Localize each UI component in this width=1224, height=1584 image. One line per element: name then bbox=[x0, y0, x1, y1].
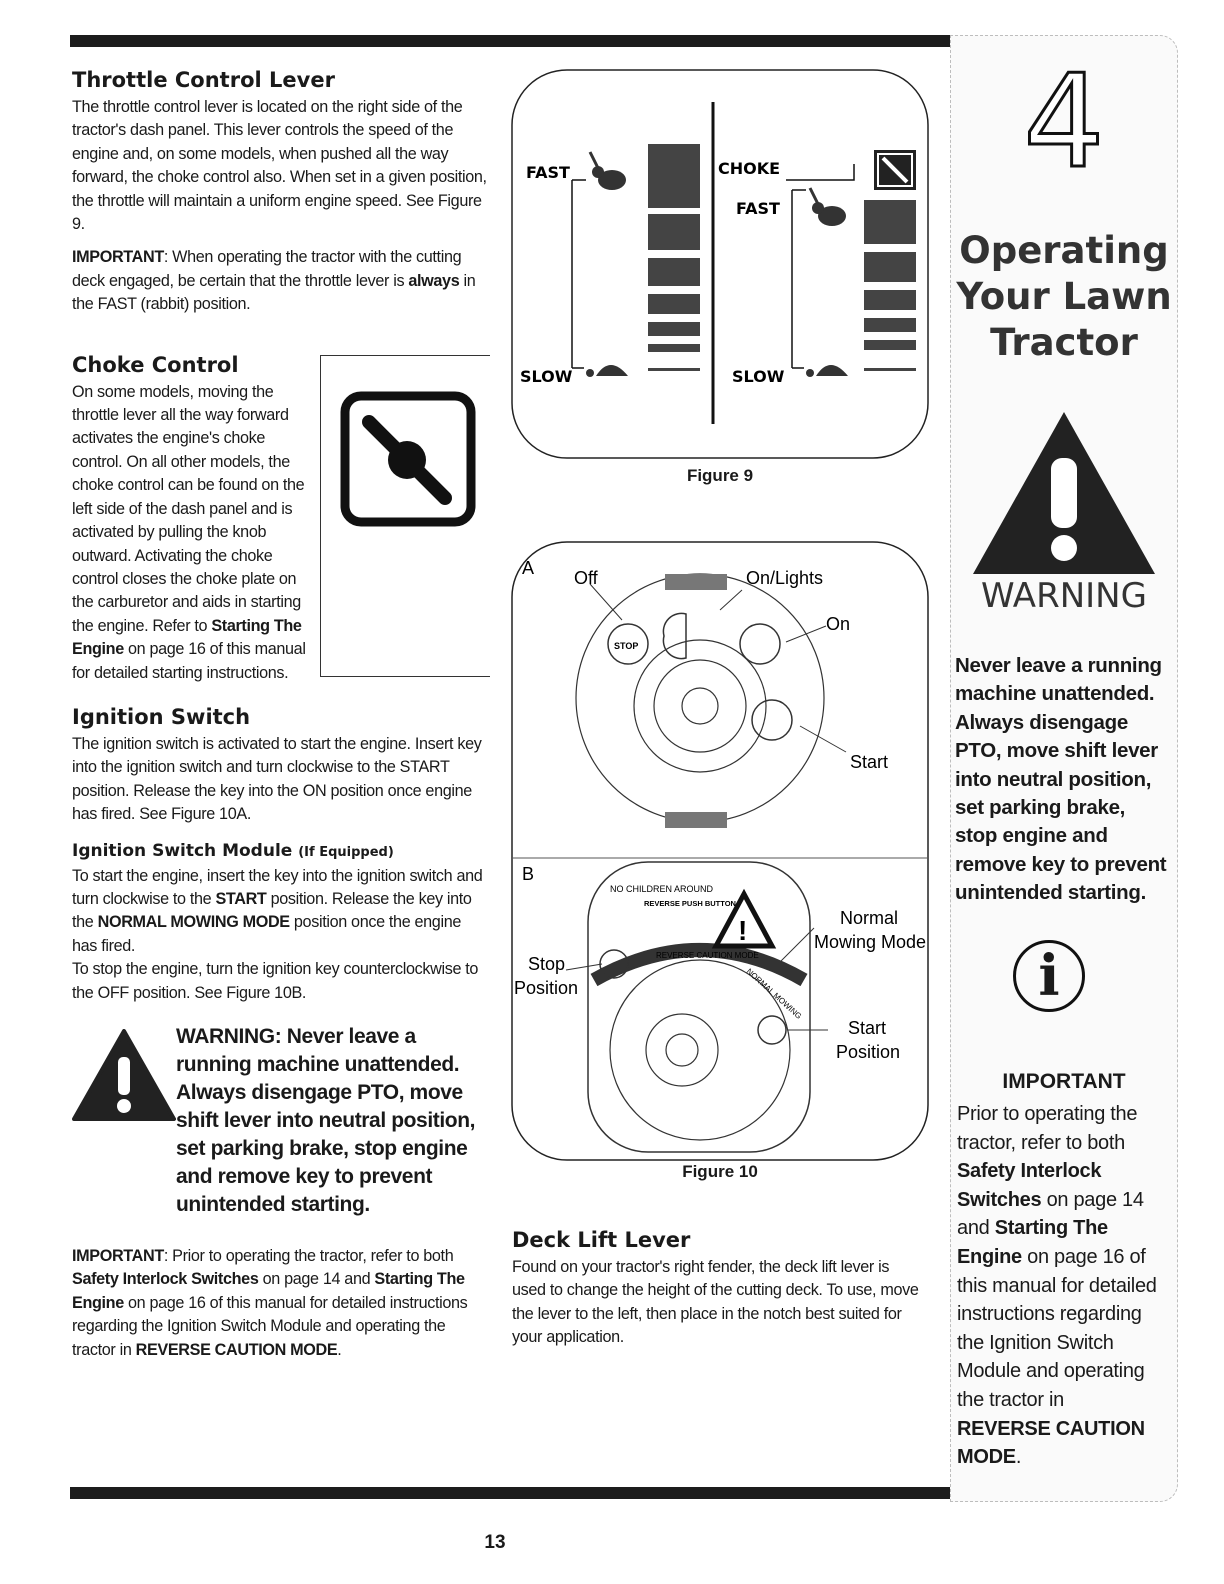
fig9-fast-label-2: FAST bbox=[736, 199, 780, 218]
turtle-icon-2 bbox=[806, 365, 848, 377]
sidebar-warning-text: Never leave a running machine unattended. Always disengage PTO, move shift lever into neutral position, set parking brake, stop engine and remove key to prevent unintended starting. bbox=[955, 654, 1167, 905]
choke-symbol-icon bbox=[333, 384, 483, 544]
ignition-heading: Ignition Switch bbox=[72, 704, 251, 729]
figure-10 bbox=[510, 540, 930, 1162]
fig10-normal-1: Normal bbox=[840, 908, 899, 928]
fig10-start-1: Start bbox=[848, 1018, 887, 1038]
left-column bbox=[72, 68, 490, 1362]
ignition-body: The ignition switch is activated to start the engine. Insert key into the ignition switch and turn clockwise to the START position. Release the key into the ON position once engine has fired. See Figure 10A. bbox=[72, 734, 482, 824]
chapter-number: 4 bbox=[1023, 48, 1105, 197]
fig10-on: On bbox=[826, 614, 851, 634]
fig9-slow-label-2: SLOW bbox=[732, 367, 785, 386]
fig10-reverse-push: REVERSE PUSH BUTTON bbox=[644, 899, 736, 908]
choke-body: On some models, moving the throttle lever all the way forward activates the engine's choke control. On all other models, the choke control can be found on the left side of the dash panel and is activated by pulling the knob outward. Activating the choke control closes the choke plate on the carburetor and aids in starting the engine. Refer to Starting The Engine on page 16 of this manual for detailed starting instructions. bbox=[72, 382, 306, 682]
fig10-stop-2: Position bbox=[514, 978, 579, 998]
fig10-no-children: NO CHILDREN AROUND bbox=[610, 884, 714, 894]
rabbit-icon-2 bbox=[810, 188, 846, 226]
svg-text:!: ! bbox=[738, 915, 748, 946]
fig10-normal-dial: NORMAL MOWING bbox=[744, 966, 804, 1021]
fig9-slow-label: SLOW bbox=[520, 367, 573, 386]
sidebar bbox=[950, 35, 1178, 1502]
fig10-start: Start bbox=[850, 752, 889, 772]
chapter-title: Operating Your Lawn Tractor bbox=[956, 229, 1172, 364]
fig10-label-b: B bbox=[522, 864, 535, 884]
deck-body: Found on your tractor's right fender, the deck lift lever is used to change the height of the cutting deck. To use, move the lever to the left, then place in the notch best suited for your application. bbox=[512, 1258, 919, 1347]
start-icon bbox=[752, 700, 792, 740]
top-rule bbox=[70, 35, 950, 47]
warning-block bbox=[72, 1025, 490, 1229]
choke-box-icon bbox=[874, 150, 916, 190]
svg-text:STOP: STOP bbox=[614, 641, 639, 651]
figure-10-caption: Figure 10 bbox=[682, 1162, 758, 1181]
bottom-rule bbox=[70, 1487, 950, 1499]
fig9-choke-label: CHOKE bbox=[718, 159, 781, 178]
important-bottom: IMPORTANT: Prior to operating the tractor, refer to both Safety Interlock Switches on page 14 and Starting The Engine on page 16 of this manual for detailed instructions regarding the Ignition Switch Module and operating the tractor in REVERSE CAUTION MODE. bbox=[72, 1247, 468, 1359]
lights-icon bbox=[663, 613, 686, 658]
fig10-on-lights: On/Lights bbox=[746, 568, 824, 588]
warning-text: WARNING: Never leave a running machine unattended. Always disengage PTO, move shift lever into neutral position, set parking brake, stop engine and remove key to prevent unintended starting. bbox=[176, 1025, 476, 1216]
sidebar-warning-title: WARNING bbox=[981, 576, 1147, 616]
warning-triangle-large-icon bbox=[969, 408, 1159, 578]
fig10-stop-1: Stop bbox=[528, 954, 566, 974]
info-icon: i bbox=[1013, 940, 1085, 1012]
throttle-heading: Throttle Control Lever bbox=[72, 68, 335, 92]
module-body-2: To stop the engine, turn the ignition key counterclockwise to the OFF position. See Figure 10B. bbox=[72, 960, 479, 1002]
throttle-body: The throttle control lever is located on the right side of the tractor's dash panel. This lever controls the speed of the engine and, on some models, when pushed all the way forward, the choke control also. When set in a given position, the throttle will maintain a uniform engine speed. See Figure 9. bbox=[72, 98, 487, 234]
start-icon-b bbox=[758, 1016, 786, 1044]
page-number: 13 bbox=[484, 1532, 506, 1553]
on-icon bbox=[740, 624, 780, 664]
sidebar-important-title: IMPORTANT bbox=[1002, 1070, 1126, 1093]
warning-triangle-icon bbox=[72, 1029, 176, 1123]
fig10-label-a: A bbox=[522, 558, 535, 578]
fig10-normal-2: Mowing Mode bbox=[814, 932, 927, 952]
choke-heading: Choke Control bbox=[72, 352, 239, 377]
turtle-icon bbox=[586, 365, 628, 377]
sidebar-important-text: Prior to operating the tractor, refer to both Safety Interlock Switches on page 14 and Starting The Engine on page 16 of this manual for detailed instructions regarding the Ignition Switch Module and operating the tractor in REVERSE CAUTION MODE. bbox=[957, 1103, 1157, 1469]
figure-9 bbox=[510, 68, 930, 460]
fig9-fast-label: FAST bbox=[526, 163, 570, 182]
module-heading: Ignition Switch Module (If Equipped) bbox=[72, 840, 394, 861]
throttle-important: IMPORTANT: When operating the tractor with the cutting deck engaged, be certain that the throttle lever is always in the FAST (rabbit) position. bbox=[72, 248, 476, 314]
choke-symbol-box bbox=[320, 355, 490, 677]
module-body-1: To start the engine, insert the key into the ignition switch and turn clockwise to the START position. Release the key into the NORMAL MOWING MODE position once the engine has fired. bbox=[72, 866, 483, 955]
rabbit-icon bbox=[590, 152, 626, 190]
figure-9-caption: Figure 9 bbox=[686, 466, 754, 485]
fig10-off: Off bbox=[574, 568, 598, 588]
fig10-start-2: Position bbox=[836, 1042, 901, 1062]
deck-section bbox=[512, 1228, 922, 1350]
fig10-reverse-caution: REVERSE CAUTION MODE bbox=[656, 951, 759, 960]
deck-heading: Deck Lift Lever bbox=[512, 1228, 691, 1252]
